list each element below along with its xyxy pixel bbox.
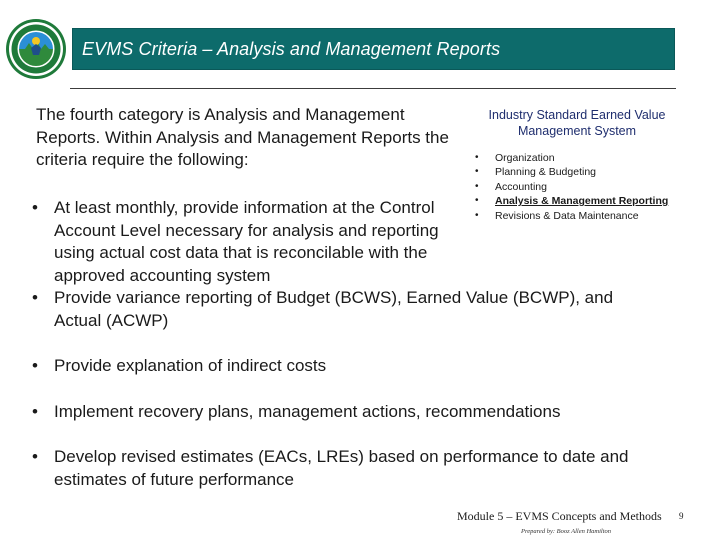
industry-box-title: Industry Standard Earned Value Management System [488, 108, 666, 138]
criteria-item [32, 401, 692, 424]
bullet-dot: • [475, 209, 479, 221]
criteria-text: Provide variance reporting of Budget (BCWS), Earned Value (BCWP), and Actual (ACWP) [54, 288, 614, 330]
industry-list-item [475, 180, 695, 194]
industry-item-label: Organization [495, 152, 555, 164]
bullet-dot: • [475, 180, 479, 192]
footer-prepared-by: Prepared by: Booz Allen Hamilton [521, 528, 612, 535]
page-title: EVMS Criteria – Analysis and Management Reports [82, 39, 501, 59]
industry-item-label: Analysis & Management Reporting [495, 195, 669, 208]
industry-item-label: Accounting [495, 180, 547, 193]
industry-item-label: Planning & Budgeting [495, 166, 596, 179]
industry-list-item [475, 151, 695, 165]
criteria-text: Implement recovery plans, management actions, recommendations [54, 401, 561, 421]
criteria-list [32, 197, 692, 491]
bullet-dot: • [32, 356, 38, 375]
bullet-dot: • [475, 166, 479, 178]
intro-paragraph: The fourth category is Analysis and Management Reports. Within Analysis and Management Reports the criteria require the following: [36, 105, 449, 169]
criteria-item [32, 197, 692, 287]
bullet-dot: • [475, 152, 479, 163]
criteria-text: Provide explanation of indirect costs [54, 356, 327, 375]
page-number: 9 [679, 511, 684, 521]
doe-seal-icon [5, 18, 67, 80]
industry-item-label: Revisions & Data Maintenance [495, 209, 639, 222]
criteria-item [32, 446, 692, 491]
criteria-text: At least monthly, provide information at the Control Account Level necessary for analysis and reporting using actual cost data that is reconcilable with the approved accounting system [54, 198, 439, 285]
bullet-dot: • [32, 447, 38, 466]
criteria-item [32, 355, 692, 378]
bullet-dot: • [32, 401, 38, 421]
bullet-dot: • [32, 288, 38, 307]
criteria-item [32, 287, 692, 332]
bullet-dot: • [32, 198, 38, 217]
footer-module: Module 5 – EVMS Concepts and Methods [457, 509, 662, 523]
bullet-dot: • [475, 195, 479, 207]
criteria-text: Develop revised estimates (EACs, LREs) based on performance to date and estimates of future performance [54, 447, 629, 489]
title-bar [72, 28, 675, 70]
industry-list-item [475, 165, 695, 179]
title-divider [70, 88, 676, 89]
